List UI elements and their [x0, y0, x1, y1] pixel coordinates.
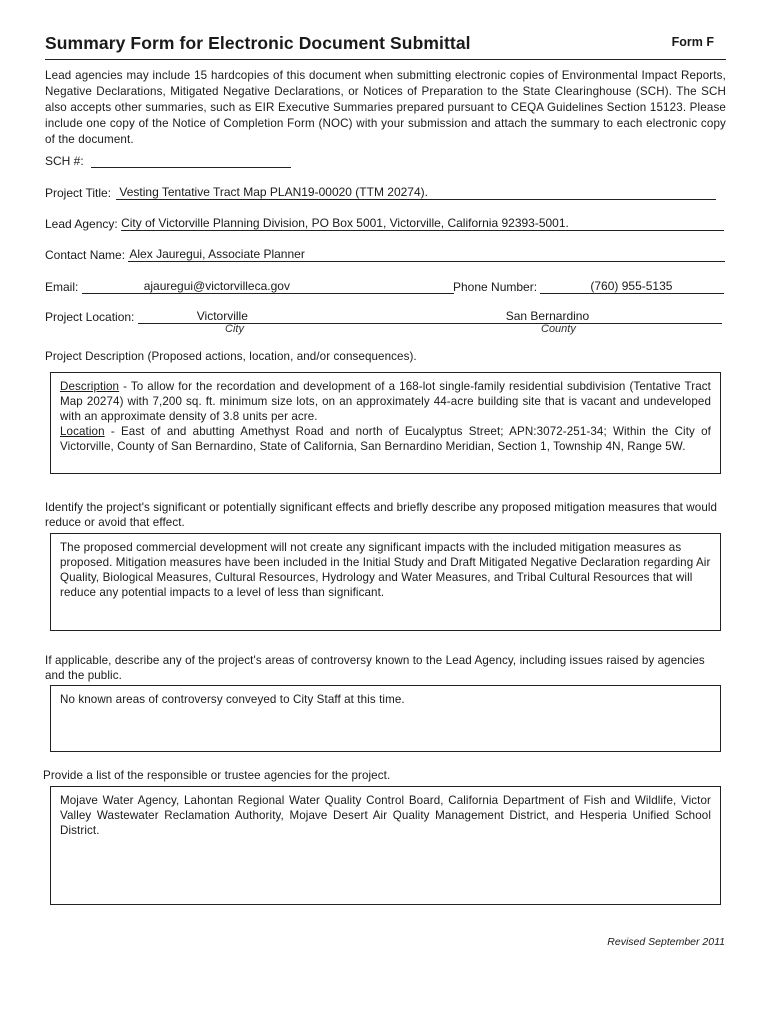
description-question: Project Description (Proposed actions, location, and/or consequences).: [45, 350, 417, 363]
lead-agency-input[interactable]: City of Victorville Planning Division, PO Box 5001, Victorville, California 92393-5001.: [121, 216, 724, 231]
email-field: [45, 279, 454, 294]
lead-agency-field: [45, 216, 724, 231]
agencies-box[interactable]: [50, 786, 721, 905]
description-heading: Description: [60, 380, 120, 393]
sch-label: SCH #:: [45, 154, 84, 168]
description-text: - To allow for the recordation and development of a 168-lot single-family residential subdivision (Tentative Tract Map 20274) with 7,200 sq. ft. minimum size lots, on an approximately 44-acre building site that is vacant and undeveloped with an approximate density of 3.8 units per acre.: [60, 380, 711, 423]
sch-field: [45, 153, 291, 168]
project-title-input[interactable]: Vesting Tentative Tract Map PLAN19-00020 (TTM 20274).: [116, 185, 716, 200]
revised-date: Revised September 2011: [607, 936, 725, 948]
email-label: Email:: [45, 280, 79, 294]
project-title-label: Project Title:: [45, 186, 112, 200]
agencies-answer: Mojave Water Agency, Lahontan Regional Water Quality Control Board, California Department of Fish and Wildlife, Victor Valley Wastewater Reclamation Authority, Mojave Desert Air Quality Management District, and Hesperia Unified School District.: [60, 794, 711, 837]
sch-input[interactable]: [91, 153, 291, 168]
county-caption: County: [541, 323, 576, 335]
contact-input[interactable]: Alex Jauregui, Associate Planner: [128, 247, 725, 262]
controversy-answer: No known areas of controversy conveyed to City Staff at this time.: [60, 693, 405, 706]
city-value: Victorville: [196, 309, 248, 323]
email-input[interactable]: ajauregui@victorvilleca.gov: [82, 279, 454, 294]
county-value: San Bernardino: [505, 309, 590, 323]
phone-field: [453, 279, 724, 294]
location-label: Project Location:: [45, 310, 135, 324]
phone-input[interactable]: (760) 955-5135: [540, 279, 724, 294]
project-title-field: [45, 185, 716, 200]
location-text: - East of and abutting Amethyst Road and north of Eucalyptus Street; APN:3072-251-34; Within the City of Victorville, County of San Bernardino, State of California, San Bernardino Meridian, Section 1, Township 4N, Range 5W.: [60, 425, 711, 453]
controversy-box[interactable]: [50, 685, 721, 752]
location-heading: Location: [60, 425, 105, 438]
agencies-question: Provide a list of the responsible or trustee agencies for the project.: [43, 769, 391, 782]
location-field: [45, 309, 722, 324]
effects-answer: The proposed commercial development will not create any significant impacts with the included mitigation measures as proposed. Mitigation measures have been included in the Initial Study and Draft Mitigated Negative Declaration regarding Air Quality, Biological Measures, Cultural Resources, Hydrology and Water Measures, and Tribal Cultural Resources that will reduce any potential impacts to a level of less than significant.: [60, 541, 711, 599]
city-caption: City: [225, 323, 244, 335]
form-id: Form F: [671, 35, 714, 49]
header: [45, 33, 726, 60]
contact-field: [45, 247, 725, 262]
location-input[interactable]: [138, 309, 722, 324]
contact-label: Contact Name:: [45, 248, 126, 262]
phone-label: Phone Number:: [453, 280, 538, 294]
effects-question: Identify the project's significant or potentially significant effects and briefly describe any proposed mitigation measures that would reduce or avoid that effect.: [45, 501, 718, 529]
lead-agency-label: Lead Agency:: [45, 217, 118, 231]
controversy-question: If applicable, describe any of the project's areas of controversy known to the Lead Agency, including issues raised by agencies and the public.: [45, 654, 705, 682]
effects-box[interactable]: [50, 533, 721, 631]
description-box[interactable]: [50, 372, 721, 474]
page-title: Summary Form for Electronic Document Submittal: [45, 33, 471, 53]
intro-paragraph: Lead agencies may include 15 hardcopies of this document when submitting electronic copies of Environmental Impact Reports, Negative Declarations, Mitigated Negative Declarations, or Notices of Preparation to the State Clearinghouse (SCH). The SCH also accepts other summaries, such as EIR Executive Summaries prepared pursuant to CEQA Guidelines Section 15123. Please include one copy of the Notice of Completion Form (NOC) with your submission and attach the summary to each electronic copy of the document.: [45, 69, 726, 146]
